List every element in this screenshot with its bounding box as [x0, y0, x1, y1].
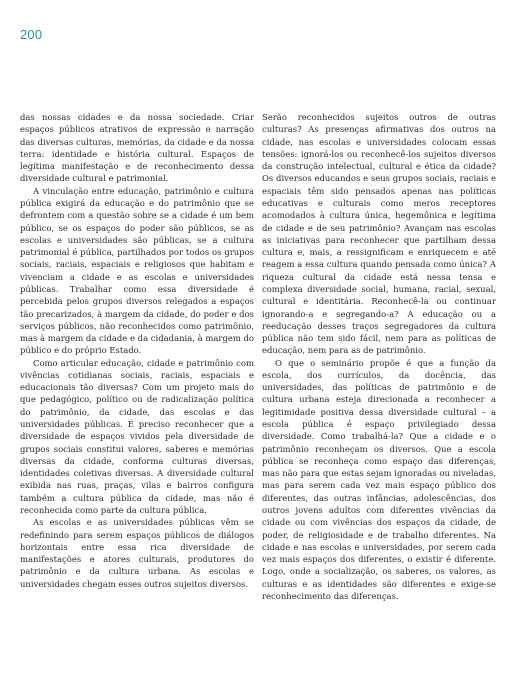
left-column: [20, 111, 254, 590]
paragraph: O que o seminário propõe é que a função da escola, dos currículos, da docência, das universidades, das políticas de patrimônio e de cultura urbana esteja direcionada a reconhecer a legitimidade positiva dessa diversidade cultural – a escola pública é espaço privilegiado dessa diversidade. Como trabalhá-la? Que a cidade e o patrimônio reconheçam os diversos. Que a escola pública se reconheça como espaço das diferenças, mas não para que estas sejam ignoradas ou niveladas, mas para serem cada vez mais espaço público dos diferentes, das outras infâncias, adolescências, dos outros jovens adultos com diferentes vivências da cidade ou com vivências dos espaços da cidade, de poder, de religiosidade e de trabalho diferentes. Na cidade e nas escolas e universidades, por serem cada vez mais espaços dos diferentes, o existir é diferente. Logo, onde a socialização, os saberes, os valores, as culturas e as identidades são diferentes e exige-se reconhecimento das diferenças.: [262, 357, 496, 601]
paragraph: Como articular educação, cidade e patrimônio com vivências cotidianas sociais, raciais, espaciais e educacionais tão diversas? Com um projeto mais do que pedagógico, político ou de radicalização política do patrimônio, da cidade, das escolas e das universidades públicas. É preciso reconhecer que a diversidade de espaços vividos pela diversidade de grupos sociais constitui valores, saberes e memórias diversas da cidade, conforma culturas diversas, identidades coletivas diversas. A diversidade cultural exibida nas ruas, praças, vilas e bairros configura também a cultura pública da cidade, mas não é reconhecida como parte da cultura pública.: [20, 357, 254, 515]
paragraph: Serão reconhecidos sujeitos outros de outras culturas? As presenças afirmativas dos outros na cidade, nas escolas e universidades colocam essas tensões: ignorá-los ou reconhecê-los sujeitos diversos da construção intelectual, cultural e ética da cidade? Os diversos educandos e seus grupos sociais, raciais e espaciais têm sido pensados apenas nas políticas educativas e culturais como meros receptores acomodados à cultura única, hegemônica e legítima de cidade e de seu patrimônio? Avançam nas escolas as iniciativas para reconhecer que partilham dessa cultura e, mais, a ressignificam e enriquecem e até reagem a essa cultura quando pensada como única? A riqueza cultural da cidade está nessa tensa e complexa diversidade social, humana, racial, sexual, cultural e identitária. Reconhecê-la ou continuar ignorando-a e segregando-a? A educação ou a reeducação desses traços segregadores da cultura pública não tem sido fácil, nem para as políticas de educação, nem para as de patrimônio.: [262, 112, 496, 356]
right-column: [262, 111, 496, 602]
paragraph: As escolas e as universidades públicas vêm se redefinindo para serem espaços públicos de diálogos horizontais entre essa rica diversidade de manifestações e atores culturais, produtores do patrimônio e da cultura urbana. As escolas e universidades chegam esses outros sujeitos diversos.: [20, 517, 254, 589]
page-number: 200: [20, 27, 43, 42]
paragraph: das nossas cidades e da nossa sociedade. Criar espaços públicos atrativos de expressão e narração das diversas culturas, memórias, da cidade e da nossa terra: identidade e história cultural. Espaços de legítima manifestação e de reconhecimento dessa diversidade cultural e patrimonial.: [20, 112, 254, 184]
paragraph: A vinculação entre educação, patrimônio e cultura pública exigirá da educação e do patrimônio que se defrontem com a questão sobre se a cidade é um bem público, se os espaços do poder são públicos, se as escolas e universidades são públicas, se a cultura patrimonial é pública, partilhados por todos os grupos sociais, raciais, espaciais e religiosos que habitam e vivenciam a cidade e as escolas e universidades públicas. Trabalhar como essa diversidade é percebida pelos grupos diversos relegados a espaços tão precarizados, à margem da cidade, do poder e dos serviços públicos, não reconhecidos como patrimônio, mas à margem da cidade e da cidadania, à margem do público e do próprio Estado.: [20, 185, 254, 356]
